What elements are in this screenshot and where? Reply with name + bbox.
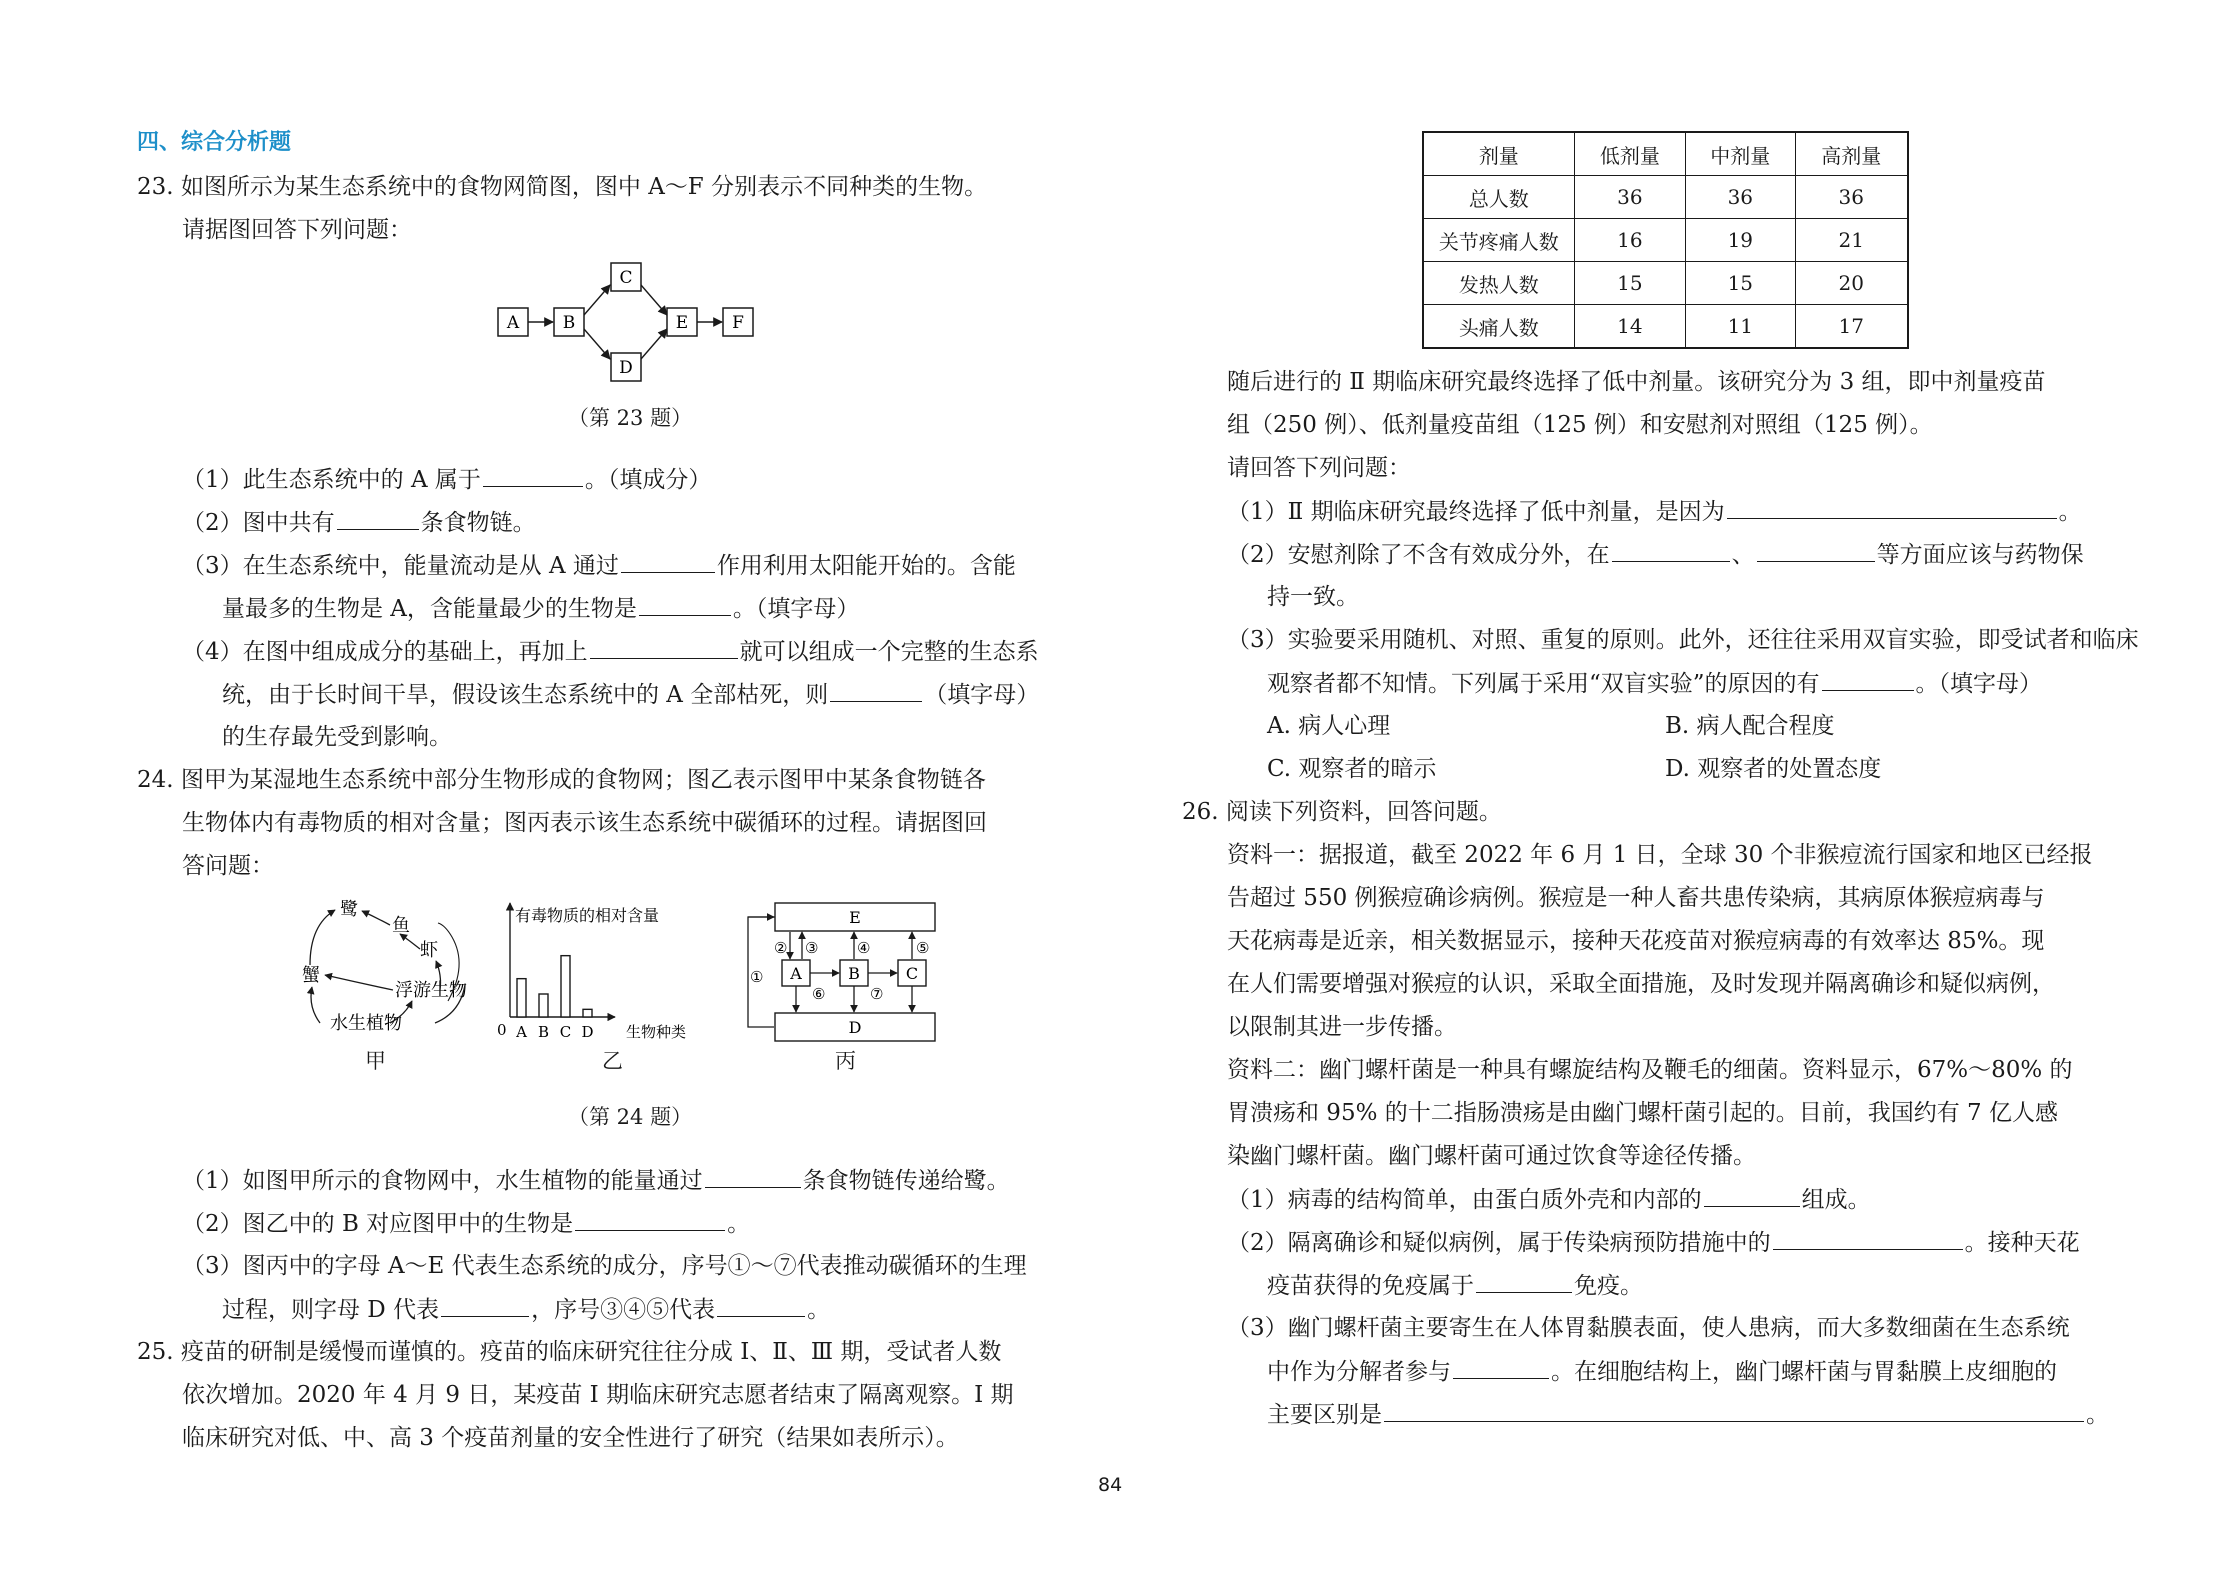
svg-text:A: A <box>506 313 520 333</box>
table-row <box>1423 262 1908 305</box>
table-row <box>1423 305 1908 349</box>
q23-part2: （2）图中共有 条食物链。 <box>182 507 536 538</box>
q24-part3-line1: （3）图丙中的字母 A～E 代表生态系统的成分，序号①～⑦代表推动碳循环的生理 <box>182 1253 1027 1279</box>
q24-stem-line3: 答问题： <box>182 853 274 879</box>
q26-part3-line1: （3）幽门螺杆菌主要寄生在人体胃黏膜表面，使人患病，而大多数细菌在生态系统 <box>1227 1315 2070 1341</box>
q25-dose-table <box>1422 131 1909 349</box>
node-d <box>611 353 641 381</box>
label-b: B <box>848 964 860 983</box>
cycle-arrows <box>748 917 912 1027</box>
table-row <box>1423 219 1908 262</box>
q26-material2-line3: 染幽门螺杆菌。幽门螺杆菌可通过饮食等途径传播。 <box>1227 1143 1756 1169</box>
node-c <box>611 263 641 291</box>
table-header-cell: 高剂量 <box>1795 132 1908 176</box>
q25-part2-line1: （2）安慰剂除了不含有效成分外，在 、 等方面应该与药物保 <box>1227 539 2084 570</box>
table-cell: 36 <box>1795 176 1908 219</box>
q24-part2: （2）图乙中的 B 对应图甲中的生物是 。 <box>182 1208 750 1239</box>
q25-stem-line1: 25. 疫苗的研制是缓慢而谨慎的。疫苗的临床研究往往分成 Ⅰ、Ⅱ、Ⅲ 期，受试者人数 <box>137 1339 1002 1365</box>
svg-text:D: D <box>619 358 633 378</box>
table-cell: 14 <box>1574 305 1685 349</box>
answer-blank[interactable] <box>1384 1399 2084 1422</box>
bar-group <box>517 956 592 1017</box>
q26-stem: 26. 阅读下列资料，回答问题。 <box>1182 799 1502 825</box>
q24-jia-caption: 甲 <box>365 1049 386 1073</box>
tick-label-c: C <box>559 1023 572 1041</box>
tick-label-group <box>515 1023 593 1041</box>
answer-blank[interactable] <box>639 593 731 616</box>
q24-caption: （第 24 题） <box>568 1105 693 1129</box>
q23-part3-line1: （3）在生态系统中，能量流动是从 A 通过 作用利用太阳能开始的。含能 <box>182 550 1016 581</box>
answer-blank[interactable] <box>1612 539 1730 562</box>
q26-part2-line1: （2）隔离确诊和疑似病例，属于传染病预防措施中的 。接种天花 <box>1227 1227 2080 1258</box>
q26-material2-line1: 资料二：幽门螺杆菌是一种具有螺旋结构及鞭毛的细菌。资料显示，67%～80% 的 <box>1227 1057 2073 1083</box>
process-2: ② <box>774 939 788 957</box>
q23-part3-line2: 量最多的生物是 A，含能量最少的生物是 。（填字母） <box>222 593 859 624</box>
table-cell: 15 <box>1686 262 1795 305</box>
q25-option-a: A. 病人心理 <box>1267 713 1391 739</box>
table-cell: 20 <box>1795 262 1908 305</box>
q23-food-web-diagram <box>480 255 780 385</box>
section-title: 四、综合分析题 <box>137 130 292 155</box>
q25-part2-line2: 持一致。 <box>1267 584 1359 610</box>
table-header-cell: 中剂量 <box>1686 132 1795 176</box>
q23-part4-line1: （4）在图中组成成分的基础上，再加上 就可以组成一个完整的生态系 <box>182 636 1039 667</box>
label-a: A <box>790 964 802 983</box>
answer-blank[interactable] <box>1727 496 2057 519</box>
bar-a <box>517 979 526 1017</box>
q25-option-d: D. 观察者的处置态度 <box>1665 756 1882 782</box>
table-header-cell: 低剂量 <box>1574 132 1685 176</box>
label-c: C <box>905 964 919 983</box>
tick-label-d: D <box>581 1023 594 1041</box>
x-axis-label: 生物种类 <box>626 1023 687 1041</box>
table-cell: 19 <box>1686 219 1795 262</box>
page-number: 84 <box>1098 1474 1123 1496</box>
table-cell: 关节疼痛人数 <box>1423 219 1574 262</box>
table-header-row <box>1423 132 1908 176</box>
table-cell: 36 <box>1574 176 1685 219</box>
y-axis-label: 有毒物质的相对含量 <box>515 906 660 925</box>
label-fish: 鱼 <box>392 915 410 936</box>
table-row <box>1423 176 1908 219</box>
q25-part1: （1）Ⅱ 期临床研究最终选择了低中剂量，是因为 。 <box>1227 496 2082 527</box>
answer-blank[interactable] <box>830 679 922 702</box>
q25-part3-line2: 观察者都不知情。下列属于采用“双盲实验”的原因的有 。（填字母） <box>1267 668 2042 699</box>
q24-stem-line1: 24. 图甲为某湿地生态系统中部分生物形成的食物网；图乙表示图甲中某条食物链各 <box>137 767 986 793</box>
table-cell: 头痛人数 <box>1423 305 1574 349</box>
process-5: ⑤ <box>916 939 930 957</box>
q25-after-line3: 请回答下列问题： <box>1227 455 1411 481</box>
answer-blank[interactable] <box>1822 668 1914 691</box>
q23-part4-line3: 的生存最先受到影响。 <box>222 724 452 750</box>
q26-material1-line5: 以限制其进一步传播。 <box>1227 1014 1457 1040</box>
q25-after-line1: 随后进行的 Ⅱ 期临床研究最终选择了低中剂量。该研究分为 3 组，即中剂量疫苗 <box>1227 369 2046 395</box>
q24-part3-line2: 过程，则字母 D 代表 ，序号③④⑤代表 。 <box>222 1294 830 1325</box>
process-7: ⑦ <box>870 985 884 1003</box>
q26-material1-line3: 天花病毒是近亲，相关数据显示，接种天花疫苗对猴痘病毒的有效率达 85%。现 <box>1227 928 2045 954</box>
svg-text:E: E <box>675 313 689 333</box>
q26-material1-line2: 告超过 550 例猴痘确诊病例。猴痘是一种人畜共患传染病，其病原体猴痘病毒与 <box>1227 885 2045 911</box>
q25-stem-line2: 依次增加。2020 年 4 月 9 日，某疫苗 Ⅰ 期临床研究志愿者结束了隔离观察。Ⅰ 期 <box>182 1382 1014 1408</box>
origin-label: 0 <box>497 1021 507 1039</box>
q25-option-b: B. 病人配合程度 <box>1665 713 1835 739</box>
q26-part1: （1）病毒的结构简单，由蛋白质外壳和内部的 组成。 <box>1227 1184 1871 1215</box>
q23-part1: （1）此生态系统中的 A 属于 。（填成分） <box>182 464 711 495</box>
table-cell: 17 <box>1795 305 1908 349</box>
table-cell: 36 <box>1686 176 1795 219</box>
q26-material1-line1: 资料一：据报道，截至 2022 年 6 月 1 日，全球 30 个非猴痘流行国家和地区已经报 <box>1227 842 2093 868</box>
table-cell: 15 <box>1574 262 1685 305</box>
label-d: D <box>848 1018 862 1037</box>
q23-caption: （第 23 题） <box>568 406 693 430</box>
label-crab: 蟹 <box>302 965 320 986</box>
process-3: ③ <box>805 939 819 957</box>
q25-part3-line1: （3）实验要采用随机、对照、重复的原则。此外，还往往采用双盲实验，即受试者和临床 <box>1227 627 2139 653</box>
table-cell: 发热人数 <box>1423 262 1574 305</box>
q24-bing-carbon-cycle <box>730 895 945 1045</box>
node-f <box>723 308 753 336</box>
tick-label-b: B <box>537 1023 550 1041</box>
q23-part4-line2: 统，由于长时间干旱，假设该生态系统中的 A 全部枯死，则 （填字母） <box>222 679 1039 710</box>
jia-arrows <box>310 910 465 1023</box>
q24-bing-caption: 丙 <box>835 1049 856 1073</box>
table-cell: 总人数 <box>1423 176 1574 219</box>
answer-blank[interactable] <box>337 507 419 530</box>
answer-blank[interactable] <box>1773 1227 1963 1250</box>
node-b <box>554 308 584 336</box>
q24-part1: （1）如图甲所示的食物网中，水生植物的能量通过 条食物链传递给鹭。 <box>182 1165 1010 1196</box>
answer-blank[interactable] <box>1476 1270 1572 1293</box>
tick-label-a: A <box>516 1023 527 1041</box>
answer-blank[interactable] <box>705 1165 801 1188</box>
answer-blank[interactable] <box>621 550 715 573</box>
bar-c <box>561 956 570 1017</box>
q23-stem-line1: 23. 如图所示为某生态系统中的食物网简图，图中 A～F 分别表示不同种类的生物。 <box>137 174 988 200</box>
answer-blank[interactable] <box>483 464 583 487</box>
q26-material2-line2: 胃溃疡和 95% 的十二指肠溃疡是由幽门螺杆菌引起的。目前，我国约有 7 亿人感 <box>1227 1100 2058 1126</box>
answer-blank[interactable] <box>590 636 738 659</box>
answer-blank[interactable] <box>575 1208 725 1231</box>
q25-after-line2: 组（250 例）、低剂量疫苗组（125 例）和安慰剂对照组（125 例）。 <box>1227 412 1933 438</box>
process-4: ④ <box>857 939 871 957</box>
node-a <box>498 308 528 336</box>
q23-stem-line2: 请据图回答下列问题： <box>182 217 412 243</box>
answer-blank[interactable] <box>1757 539 1875 562</box>
svg-text:C: C <box>619 268 633 288</box>
q24-stem-line2: 生物体内有毒物质的相对含量；图丙表示该生态系统中碳循环的过程。请据图回 <box>182 810 987 836</box>
q26-material1-line4: 在人们需要增强对猴痘的认识，采取全面措施，及时发现并隔离确诊和疑似病例， <box>1227 971 2055 997</box>
label-plankton: 浮游生物 <box>395 980 467 1001</box>
q24-yi-bar-chart <box>495 895 725 1045</box>
node-e <box>667 308 697 336</box>
table-cell: 16 <box>1574 219 1685 262</box>
answer-blank[interactable] <box>1453 1356 1549 1379</box>
svg-text:B: B <box>562 313 576 333</box>
q24-yi-caption: 乙 <box>602 1049 623 1073</box>
label-shrimp: 虾 <box>420 940 438 961</box>
bar-b <box>539 994 548 1017</box>
table-header-cell: 剂量 <box>1423 132 1574 176</box>
process-6: ⑥ <box>812 985 826 1003</box>
q25-stem-line3: 临床研究对低、中、高 3 个疫苗剂量的安全性进行了研究（结果如表所示）。 <box>182 1425 959 1451</box>
table-cell: 21 <box>1795 219 1908 262</box>
answer-blank[interactable] <box>441 1294 529 1317</box>
label-aquatic-plants: 水生植物 <box>330 1013 402 1034</box>
bar-d <box>583 1009 592 1017</box>
label-heron: 鹭 <box>340 899 358 920</box>
process-1: ① <box>750 968 764 986</box>
q24-jia-food-web <box>290 895 490 1045</box>
q26-part3-line2: 中作为分解者参与 。在细胞结构上，幽门螺杆菌与胃黏膜上皮细胞的 <box>1267 1356 2057 1387</box>
svg-text:F: F <box>732 313 744 333</box>
table-cell: 11 <box>1686 305 1795 349</box>
q26-part2-line2: 疫苗获得的免疫属于 免疫。 <box>1267 1270 1643 1301</box>
label-e: E <box>849 908 861 927</box>
q26-part3-line3: 主要区别是 。 <box>1267 1399 2109 1430</box>
answer-blank[interactable] <box>717 1294 805 1317</box>
q25-option-c: C. 观察者的暗示 <box>1267 756 1437 782</box>
answer-blank[interactable] <box>1704 1184 1800 1207</box>
